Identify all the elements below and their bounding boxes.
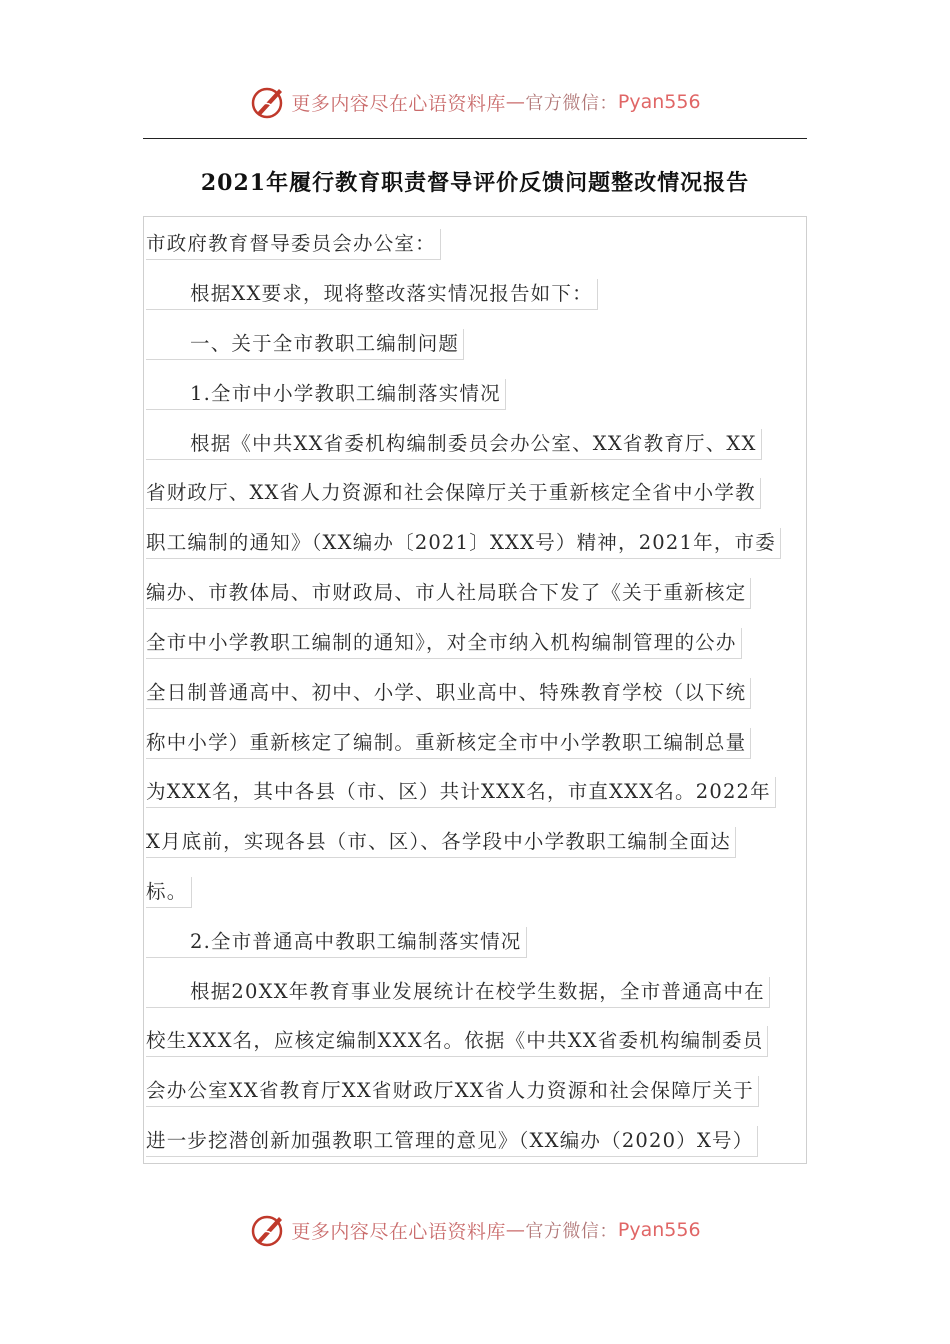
banner-wechat-label: 官方微信： [525, 93, 618, 114]
body-line: 标。 [146, 877, 192, 908]
pen-logo-icon [249, 83, 287, 121]
body-line: 根据《中共XX省委机构编制委员会办公室、XX省教育厅、XX [146, 429, 762, 460]
body-line: 进一步挖潜创新加强教职工管理的意见》（XX编办（2020）X号） [146, 1126, 758, 1157]
body-line: 编办、市教体局、市财政局、市人社局联合下发了《关于重新核定 [146, 578, 751, 609]
body-line: 全日制普通高中、初中、小学、职业高中、特殊教育学校（以下统 [146, 678, 751, 709]
banner-text: 更多内容尽在心语资料库 [291, 1220, 506, 1243]
body-line: 校生XXX名，应核定编制XXX名。依据《中共XX省委机构编制委员 [146, 1026, 768, 1057]
body-line: 根据20XX年教育事业发展统计在校学生数据，全市普通高中在 [146, 977, 770, 1008]
document-title: 2021年履行教育职责督导评价反馈问题整改情况报告 [200, 170, 750, 196]
banner-wechat-id: Pyan556 [617, 91, 701, 113]
header-banner [0, 80, 950, 124]
body-line: 根据XX要求，现将整改落实情况报告如下： [146, 279, 598, 310]
body-line: 为XXX名，其中各县（市、区）共计XXX名，市直XXX名。2022年 [146, 777, 776, 808]
banner-separator: — [505, 1219, 526, 1241]
body-line: X月底前，实现各县（市、区）、各学段中小学教职工编制全面达 [146, 827, 736, 858]
footer-banner [0, 1208, 950, 1252]
banner-separator: — [505, 91, 526, 113]
section-heading: 一、关于全市教职工编制问题 [146, 329, 464, 360]
banner-text: 更多内容尽在心语资料库 [291, 92, 506, 115]
body-line: 会办公室XX省教育厅XX省财政厅XX省人力资源和社会保障厅关于 [146, 1076, 759, 1107]
subsection-heading: 2.全市普通高中教职工编制落实情况 [146, 927, 527, 958]
banner-wechat-label: 官方微信： [525, 1221, 618, 1242]
pen-logo-icon [249, 1211, 287, 1249]
body-line: 市政府教育督导委员会办公室： [146, 229, 441, 260]
header-rule [143, 138, 807, 139]
body-line: 称中小学）重新核定了编制。重新核定全市中小学教职工编制总量 [146, 728, 751, 759]
subsection-heading: 1.全市中小学教职工编制落实情况 [146, 379, 506, 410]
body-line: 省财政厅、XX省人力资源和社会保障厅关于重新核定全省中小学教 [146, 478, 761, 509]
body-line: 职工编制的通知》（XX编办〔2021〕XXX号）精神，2021年，市委 [146, 528, 781, 559]
body-line: 全市中小学教职工编制的通知》，对全市纳入机构编制管理的公办 [146, 628, 742, 659]
banner-wechat-id: Pyan556 [617, 1219, 701, 1241]
